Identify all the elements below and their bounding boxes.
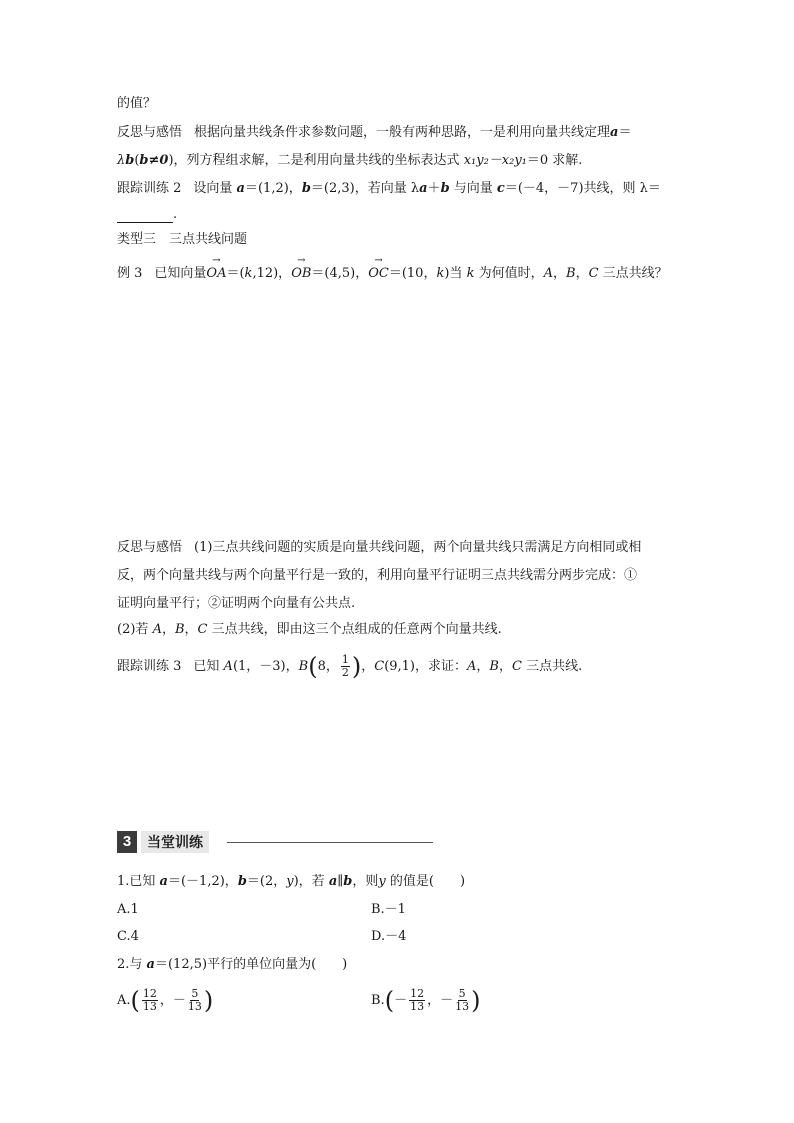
reflection-2-line3: 证明向量平行；②证明两个向量有公共点. [117,596,356,611]
exercise-label: 跟踪训练 3 [117,659,182,674]
question-2: 2.与 a＝(12,5)平行的单位向量为( ) [117,957,348,972]
reflection-1-cont: λb(b≠0)，列方程组求解，二是利用向量共线的坐标表达式 x₁y₂－x₂y₁＝0 求解. [117,153,583,168]
answer-blank-line: . [117,207,177,223]
question-1-option-d: D.－4 [371,929,407,944]
section-title: 当堂训练 [141,831,209,853]
follow-up-exercise-2: 跟踪训练 2 设向量 a＝(1,2)，b＝(2,3)，若向量 λa＋b 与向量 c＝(－4，－7)共线，则 λ＝ [117,181,661,196]
reflection-label: 反思与感悟 [117,540,183,555]
fraction-12-13: $\frac{12}{13}$ [142,987,157,1013]
line-value-question: 的值？ [117,96,157,111]
question-2-option-a: A.( $\frac{12}{13}$ ，－ $\frac{5}{13}$ ) [117,986,214,1015]
fraction-one-half: $\frac{1}{2}$ [341,653,349,679]
answer-blank [117,210,173,223]
section-number: 3 [117,831,137,853]
reflection-2: 反思与感悟 (1)三点共线问题的实质是向量共线问题，两个向量共线只需满足方向相同或相 [117,540,642,555]
question-1-option-c: C.4 [117,929,139,944]
vector-OC: → OC [368,266,389,282]
left-paren: ( [130,986,140,1015]
reflection-label: 反思与感悟 [117,125,183,140]
right-paren: ) [203,986,214,1015]
question-1: 1.已知 a＝(－1,2)，b＝(2，y)，若 a∥b，则y 的值是( ) [117,874,466,889]
vector-OA: → OA [206,266,226,282]
vector-OB: → OB [291,266,311,282]
section-rule [227,842,433,843]
example-label: 例 3 [117,266,143,281]
right-paren: ) [351,652,362,681]
section-banner [117,831,437,853]
reflection-2-line4: (2)若 A，B，C 三点共线，即由这三个点组成的任意两个向量共线. [117,622,502,637]
exercise-label: 跟踪训练 2 [117,181,182,196]
example-3: 例 3 已知向量→ OA＝(k,12)，→ OB＝(4,5)，→ OC＝(10，k)当 k 为何值时，A，B，C 三点共线？ [117,266,668,282]
reflection-1: 反思与感悟 根据向量共线条件求参数问题，一般有两种思路，一是利用向量共线定理a＝ [117,125,632,140]
left-paren: ( [308,652,318,681]
question-1-option-a: A.1 [117,902,139,917]
reflection-2-line2: 反，两个向量共线与两个向量平行是一致的，利用向量平行证明三点共线需分两步完成：① [117,568,638,583]
question-1-option-b: B.－1 [371,902,406,917]
follow-up-exercise-3: 跟踪训练 3 已知 A(1，－3)，B(8， $\frac{1}{2}$ )，C(9,1)，求证：A，B，C 三点共线. [117,652,583,681]
right-paren: ) [471,986,481,1015]
question-2-option-b: B.(－ $\frac{12}{13}$ ，－ $\frac{5}{13}$ ) [371,986,481,1015]
left-paren: ( [384,986,395,1015]
fraction-5-13: $\frac{5}{13}$ [455,987,470,1013]
fraction-12-13: $\frac{12}{13}$ [410,987,425,1013]
fraction-5-13: $\frac{5}{13}$ [187,987,202,1013]
section-heading-type3: 类型三 三点共线问题 [117,232,248,247]
